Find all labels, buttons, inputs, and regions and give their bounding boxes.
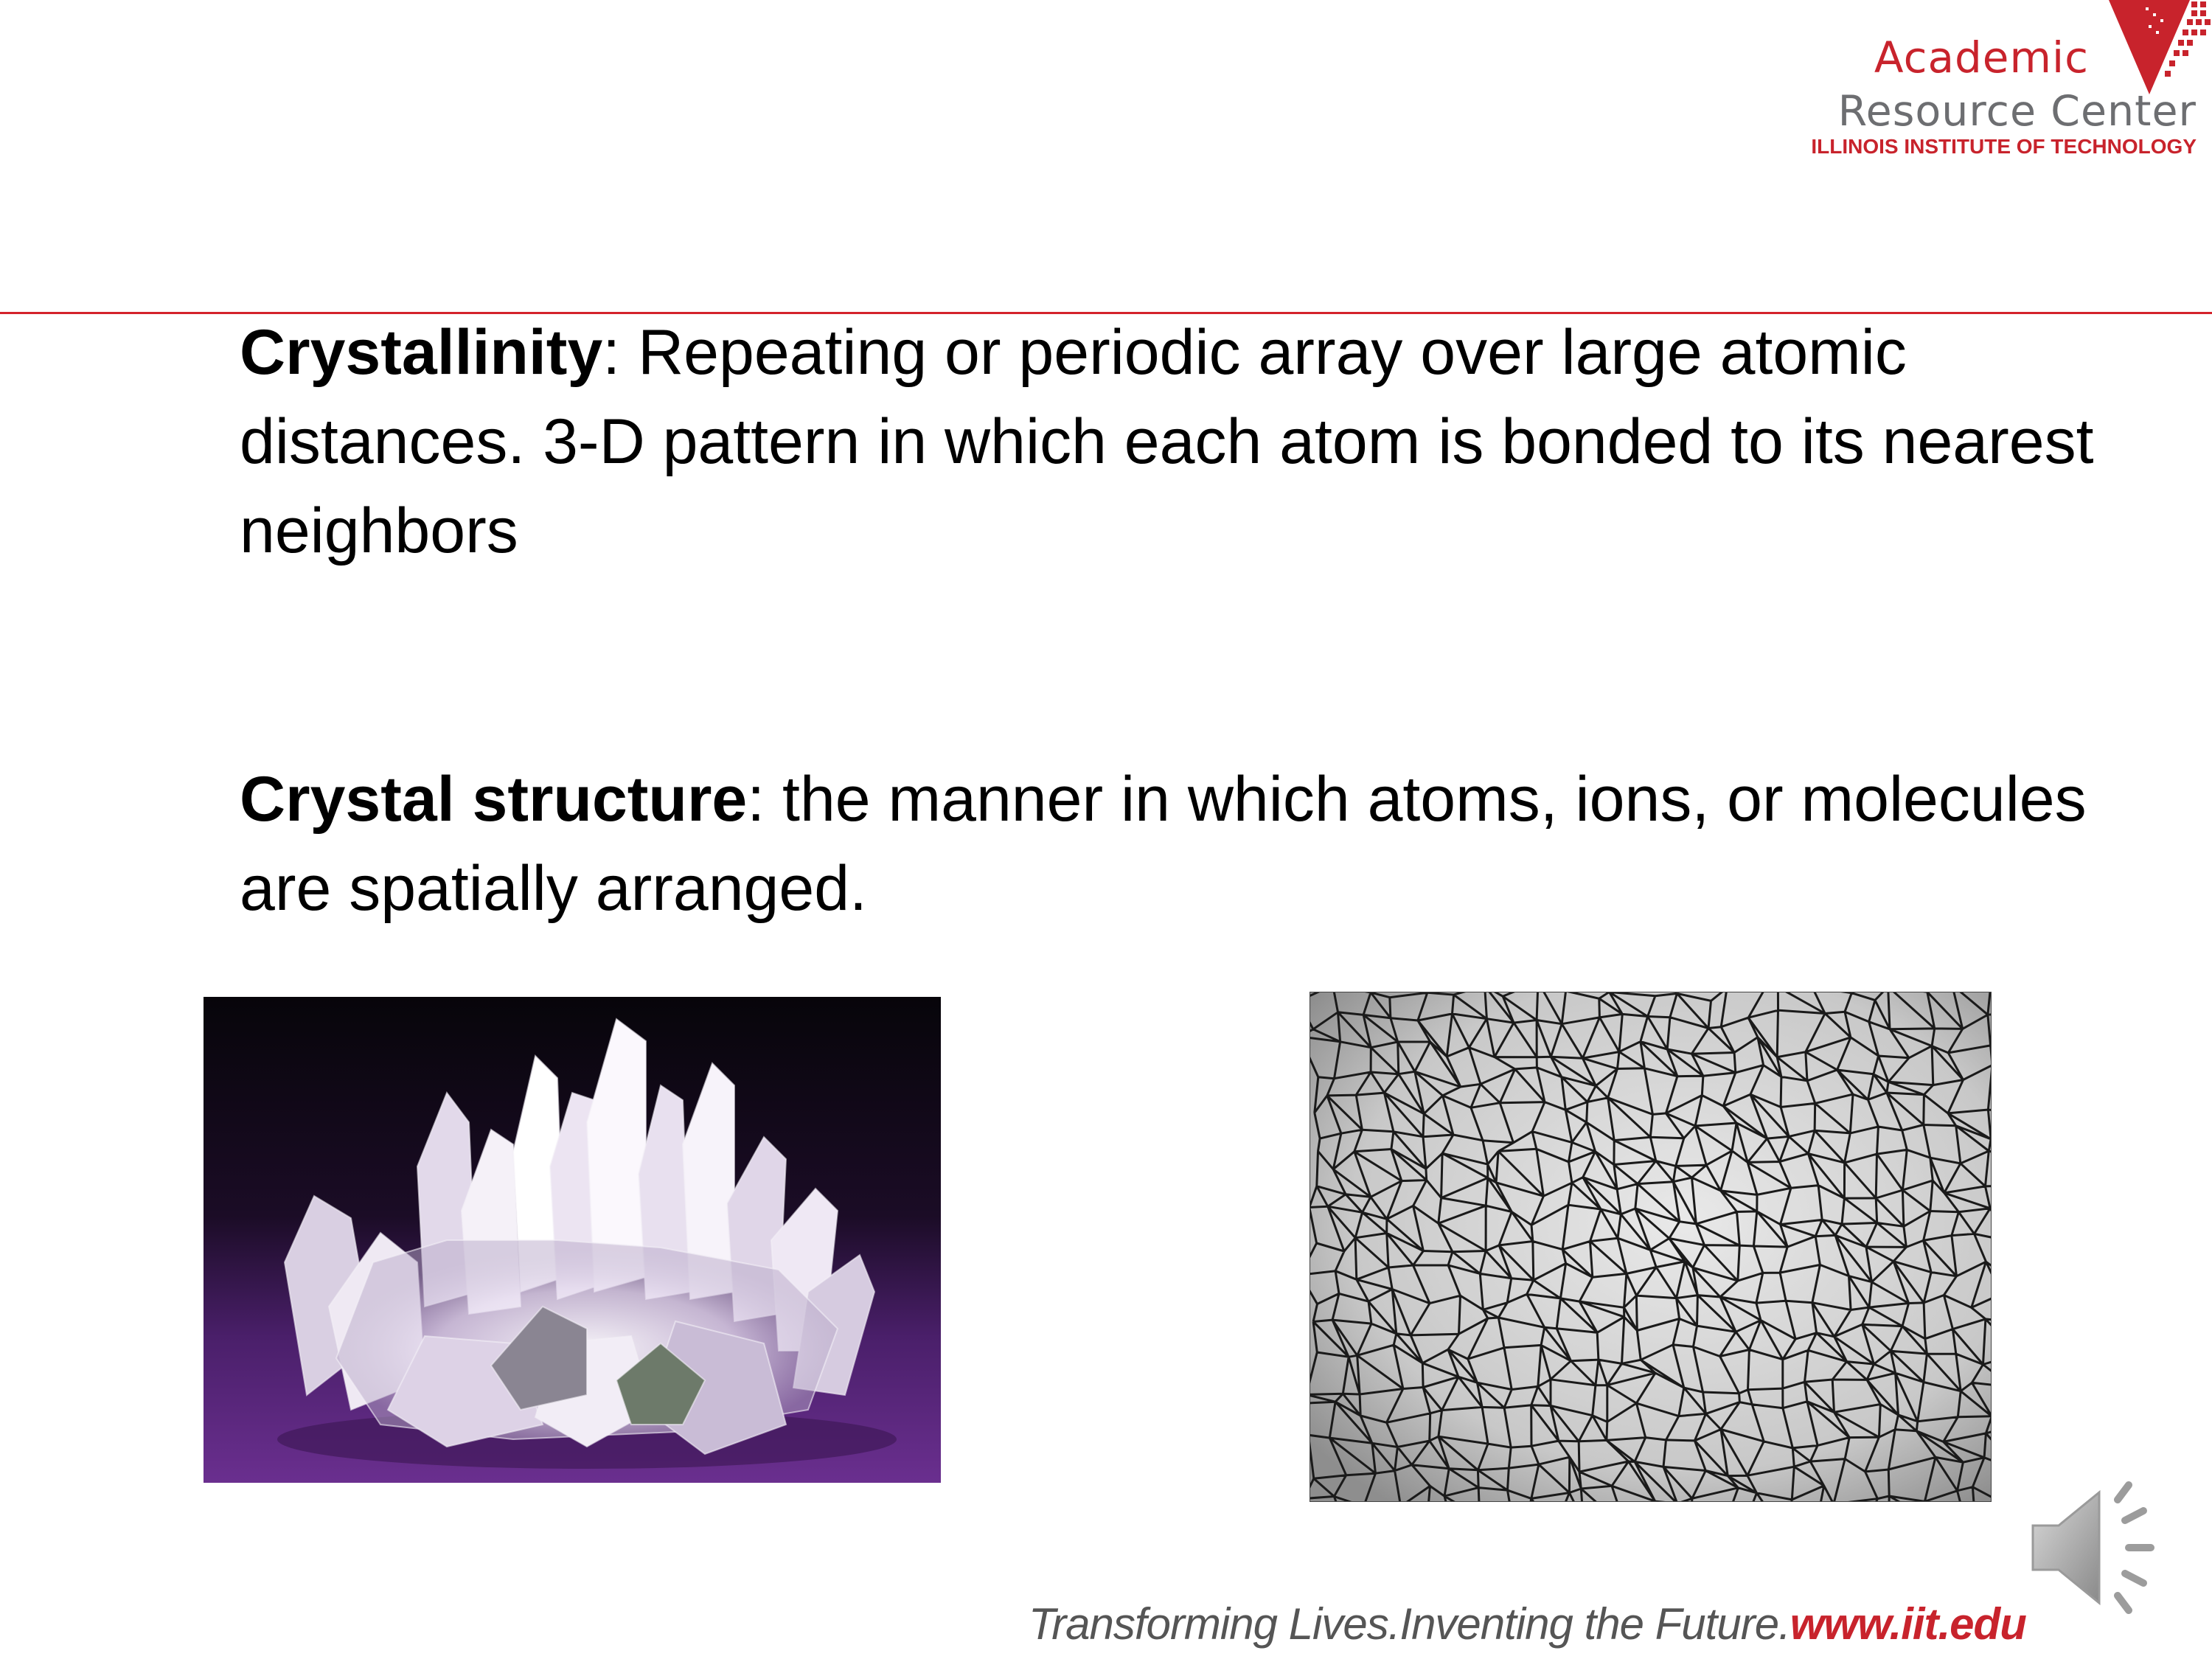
crystallinity-term: Crystallinity: [240, 317, 603, 388]
logo-mark-icon: [2079, 0, 2212, 96]
crystallinity-definition: [240, 308, 2127, 576]
footer-tagline-text: Transforming Lives.Inventing the Future.: [1029, 1599, 1790, 1649]
quartz-crystal-cluster-photo-icon: [204, 997, 941, 1483]
quartz-crystal-image: [204, 997, 941, 1483]
audio-speaker[interactable]: [2029, 1478, 2169, 1618]
polycrystalline-grain-micrograph-icon: [1310, 992, 1992, 1502]
logo-line-institute: ILLINOIS INSTITUTE OF TECHNOLOGY: [1811, 135, 2197, 158]
crystallinity-text: : Repeating or periodic array over large atomic distances. 3-D pattern in which each atom is bonded to its nearest neighbors: [240, 317, 2094, 566]
crystal-structure-definition: [240, 755, 2127, 933]
logo-line-academic: Academic: [1874, 32, 2089, 83]
speaker-icon[interactable]: [2029, 1478, 2169, 1618]
logo-line-resource-center: Resource Center: [1837, 87, 2197, 136]
footer-url-link[interactable]: www.iit.edu: [1790, 1599, 2026, 1649]
crystal-structure-text: : the manner in which atoms, ions, or molecules are spatially arranged.: [240, 764, 2087, 924]
footer-tagline: [1029, 1599, 2026, 1649]
crystal-structure-term: Crystal structure: [240, 764, 748, 835]
grain-micrograph-image: [1310, 992, 1992, 1502]
logo: [1799, 0, 2212, 166]
